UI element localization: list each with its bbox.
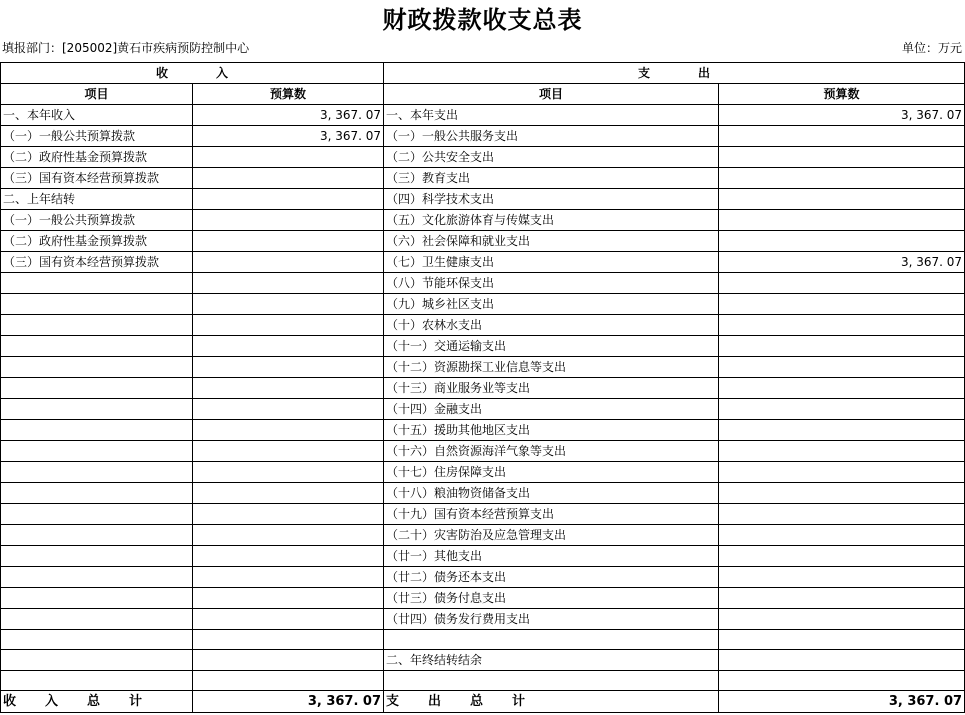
table-row: [1, 609, 965, 630]
income-amount-cell: [193, 168, 384, 189]
expense-item-cell: （十三）商业服务业等支出: [384, 378, 719, 399]
expense-item-cell: （十五）援助其他地区支出: [384, 420, 719, 441]
expense-item-cell: （十一）交通运输支出: [384, 336, 719, 357]
income-item-cell: [1, 650, 193, 671]
income-amount-cell: [193, 210, 384, 231]
income-item-cell: [1, 273, 193, 294]
income-amount-cell: [193, 378, 384, 399]
expense-total-label: 支 出 总 计: [384, 691, 719, 713]
expense-item-cell: （廿四）债务发行费用支出: [384, 609, 719, 630]
expense-amount-cell: [719, 462, 965, 483]
table-row: [1, 504, 965, 525]
income-item-cell: [1, 567, 193, 588]
table-row: [1, 546, 965, 567]
expense-amount-cell: [719, 147, 965, 168]
expense-amount-header: 预算数: [719, 84, 965, 105]
table-row: [1, 420, 965, 441]
table-row: [1, 147, 965, 168]
expense-amount-cell: [719, 650, 965, 671]
income-item-cell: （一）一般公共预算拨款: [1, 210, 193, 231]
table-row: [1, 231, 965, 252]
income-item-cell: [1, 525, 193, 546]
income-item-cell: 二、上年结转: [1, 189, 193, 210]
report-title: 财政拨款收支总表: [382, 5, 583, 34]
income-item-cell: [1, 378, 193, 399]
income-amount-cell: [193, 546, 384, 567]
expense-item-cell: （十八）粮油物资储备支出: [384, 483, 719, 504]
expense-amount-cell: [719, 126, 965, 147]
expense-item-cell: （一）一般公共服务支出: [384, 126, 719, 147]
expense-item-cell: 一、本年支出: [384, 105, 719, 126]
income-item-cell: [1, 588, 193, 609]
income-amount-cell: [193, 441, 384, 462]
income-amount-cell: [193, 189, 384, 210]
unit-label: 单位：万元: [901, 41, 962, 55]
income-amount-cell: [193, 231, 384, 252]
expense-amount-cell: [719, 231, 965, 252]
income-item-cell: [1, 546, 193, 567]
income-amount-cell: [193, 462, 384, 483]
expense-amount-cell: [719, 525, 965, 546]
expense-item-cell: 二、年终结转结余: [384, 650, 719, 671]
expense-total-amount: 3, 367. 07: [719, 691, 965, 713]
table-row: [1, 126, 965, 147]
income-item-cell: [1, 504, 193, 525]
expense-amount-cell: [719, 273, 965, 294]
income-amount-cell: [193, 252, 384, 273]
income-item-cell: （三）国有资本经营预算拨款: [1, 252, 193, 273]
table-row: [1, 462, 965, 483]
expense-item-cell: （二）公共安全支出: [384, 147, 719, 168]
table-row: [1, 567, 965, 588]
table-row: [1, 252, 965, 273]
expense-amount-cell: [719, 483, 965, 504]
expense-item-header: 项目: [384, 84, 719, 105]
table-row: [1, 189, 965, 210]
income-item-cell: [1, 609, 193, 630]
income-amount-cell: [193, 671, 384, 691]
income-amount-header: 预算数: [193, 84, 384, 105]
expense-section-header: 支 出: [384, 63, 965, 84]
income-item-cell: [1, 630, 193, 650]
income-amount-cell: [193, 525, 384, 546]
table-row: [1, 315, 965, 336]
table-row: [1, 105, 965, 126]
expense-amount-cell: [719, 588, 965, 609]
expense-amount-cell: [719, 210, 965, 231]
table-row: [1, 650, 965, 671]
income-amount-cell: [193, 588, 384, 609]
expense-amount-cell: [719, 189, 965, 210]
income-amount-cell: [193, 399, 384, 420]
table-row: [1, 273, 965, 294]
expense-amount-cell: [719, 630, 965, 650]
expense-amount-cell: [719, 504, 965, 525]
expense-amount-cell: [719, 357, 965, 378]
expense-amount-cell: [719, 378, 965, 399]
expense-item-cell: （廿一）其他支出: [384, 546, 719, 567]
table-row: [1, 168, 965, 189]
expense-item-cell: （十四）金融支出: [384, 399, 719, 420]
expense-item-cell: （二十）灾害防治及应急管理支出: [384, 525, 719, 546]
table-row: [1, 294, 965, 315]
income-item-cell: [1, 357, 193, 378]
income-amount-cell: [193, 357, 384, 378]
totals-row: [1, 691, 965, 713]
expense-item-cell: （十）农林水支出: [384, 315, 719, 336]
table-row: [1, 671, 965, 691]
income-amount-cell: [193, 630, 384, 650]
income-amount-cell: [193, 294, 384, 315]
income-item-cell: [1, 399, 193, 420]
expense-amount-cell: [719, 399, 965, 420]
table-row: [1, 483, 965, 504]
income-item-cell: （三）国有资本经营预算拨款: [1, 168, 193, 189]
income-item-header: 项目: [1, 84, 193, 105]
income-item-cell: [1, 483, 193, 504]
expense-item-cell: （八）节能环保支出: [384, 273, 719, 294]
expense-item-cell: （三）教育支出: [384, 168, 719, 189]
table-row: [1, 336, 965, 357]
income-item-cell: [1, 315, 193, 336]
expense-item-cell: [384, 630, 719, 650]
income-amount-cell: [193, 567, 384, 588]
expense-amount-cell: [719, 294, 965, 315]
income-amount-cell: [193, 273, 384, 294]
table-row: [1, 378, 965, 399]
income-item-cell: （一）一般公共预算拨款: [1, 126, 193, 147]
income-item-cell: [1, 420, 193, 441]
expense-item-cell: （十二）资源勘探工业信息等支出: [384, 357, 719, 378]
income-amount-cell: [193, 147, 384, 168]
income-item-cell: 一、本年收入: [1, 105, 193, 126]
column-header-row: [1, 84, 965, 105]
expense-amount-cell: [719, 315, 965, 336]
income-amount-cell: [193, 483, 384, 504]
expense-item-cell: （四）科学技术支出: [384, 189, 719, 210]
expense-item-cell: （廿二）债务还本支出: [384, 567, 719, 588]
income-amount-cell: [193, 315, 384, 336]
expense-amount-cell: [719, 671, 965, 691]
budget-summary-table: [0, 62, 965, 713]
expense-amount-cell: 3, 367. 07: [719, 252, 965, 273]
table-row: [1, 357, 965, 378]
expense-amount-cell: [719, 567, 965, 588]
expense-amount-cell: [719, 336, 965, 357]
income-amount-cell: [193, 420, 384, 441]
expense-item-cell: （九）城乡社区支出: [384, 294, 719, 315]
expense-item-cell: （五）文化旅游体育与传媒支出: [384, 210, 719, 231]
expense-item-cell: （十九）国有资本经营预算支出: [384, 504, 719, 525]
income-amount-cell: [193, 336, 384, 357]
expense-amount-cell: [719, 609, 965, 630]
expense-item-cell: （廿三）债务付息支出: [384, 588, 719, 609]
reporting-department: 填报部门：[205002]黄石市疾病预防控制中心: [2, 41, 250, 55]
income-total-label: 收 入 总 计: [1, 691, 193, 713]
expense-amount-cell: [719, 546, 965, 567]
table-row: [1, 441, 965, 462]
section-header-row: [1, 63, 965, 84]
income-item-cell: [1, 294, 193, 315]
income-amount-cell: 3, 367. 07: [193, 126, 384, 147]
income-amount-cell: [193, 650, 384, 671]
income-amount-cell: [193, 504, 384, 525]
income-item-cell: [1, 671, 193, 691]
expense-amount-cell: [719, 441, 965, 462]
income-section-header: 收 入: [1, 63, 384, 84]
expense-item-cell: [384, 671, 719, 691]
expense-item-cell: （六）社会保障和就业支出: [384, 231, 719, 252]
expense-item-cell: （十六）自然资源海洋气象等支出: [384, 441, 719, 462]
income-amount-cell: [193, 609, 384, 630]
table-row: [1, 399, 965, 420]
expense-amount-cell: [719, 168, 965, 189]
income-item-cell: [1, 441, 193, 462]
table-row: [1, 588, 965, 609]
expense-item-cell: （十七）住房保障支出: [384, 462, 719, 483]
table-row: [1, 630, 965, 650]
table-row: [1, 210, 965, 231]
income-item-cell: [1, 336, 193, 357]
expense-item-cell: （七）卫生健康支出: [384, 252, 719, 273]
table-row: [1, 525, 965, 546]
income-amount-cell: 3, 367. 07: [193, 105, 384, 126]
expense-amount-cell: 3, 367. 07: [719, 105, 965, 126]
income-item-cell: （二）政府性基金预算拨款: [1, 231, 193, 252]
income-total-amount: 3, 367. 07: [193, 691, 384, 713]
expense-amount-cell: [719, 420, 965, 441]
income-item-cell: （二）政府性基金预算拨款: [1, 147, 193, 168]
income-item-cell: [1, 462, 193, 483]
